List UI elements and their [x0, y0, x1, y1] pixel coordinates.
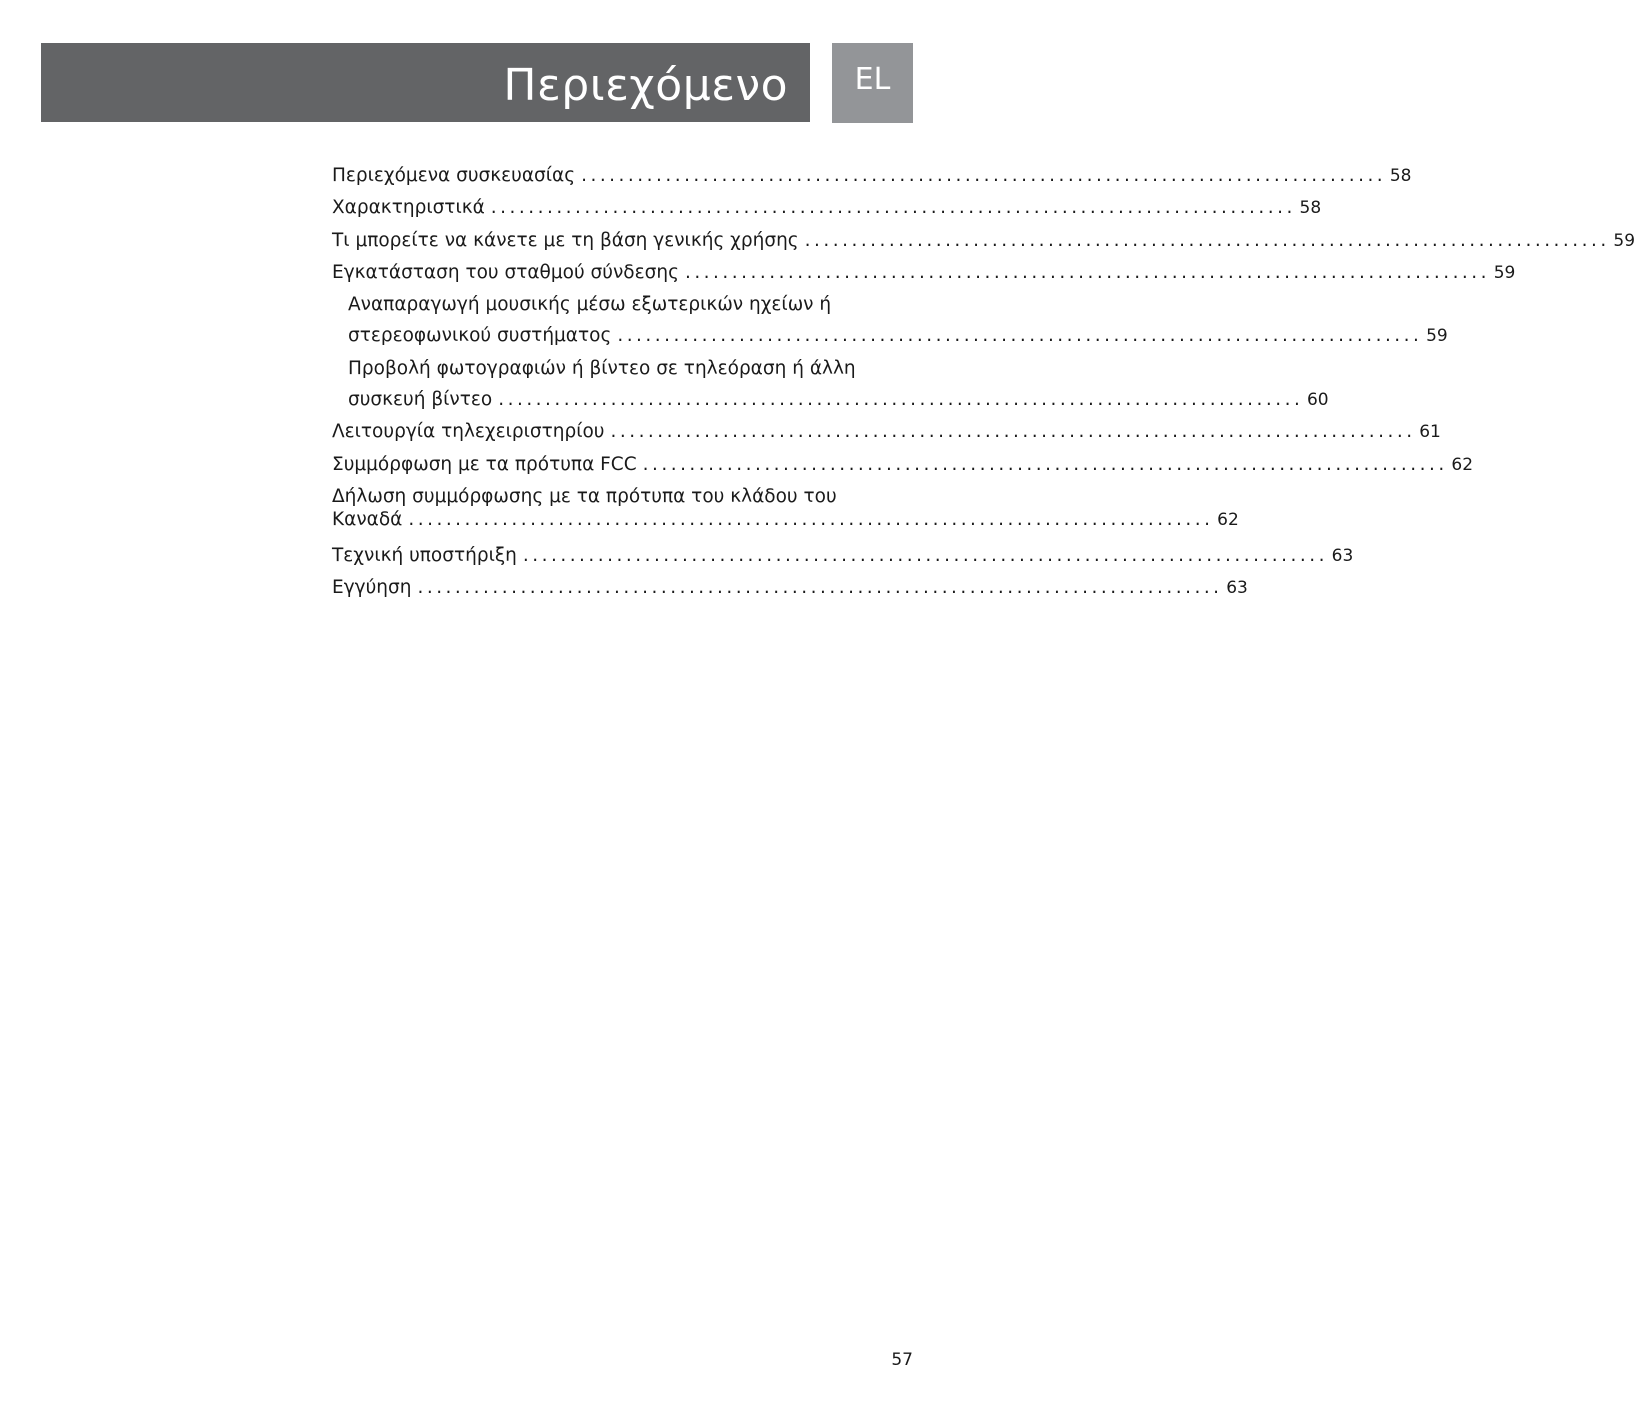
toc-entry[interactable]: [332, 572, 1248, 604]
toc-dot-leader: [517, 540, 1323, 571]
toc-dot-leader: [799, 225, 1605, 256]
toc-entry-page: 58: [1299, 198, 1322, 219]
toc-entry-label: στερεοφωνικού συστήματος: [348, 325, 612, 347]
toc-dot-leader: [492, 384, 1298, 415]
toc-entry-label: Καναδά: [332, 508, 403, 530]
toc-entry-page: 59: [1613, 230, 1635, 251]
toc-entry[interactable]: [332, 485, 1239, 532]
toc-entry-lead: Δήλωση συμμόρφωσης με τα πρότυπα του κλάδου του: [332, 485, 837, 507]
toc-entry[interactable]: [332, 416, 1441, 448]
toc-entry-lead: Προβολή φωτογραφιών ή βίντεο σε τηλεόραση ή άλλη: [348, 357, 856, 379]
toc-entry-page: 61: [1419, 422, 1441, 443]
toc-dot-leader: [604, 416, 1410, 447]
toc-entry[interactable]: [332, 257, 1516, 289]
page-number: 57: [891, 1350, 913, 1370]
toc-dot-leader: [575, 160, 1381, 191]
table-of-contents: [332, 160, 1635, 605]
toc-entry-lead: Αναπαραγωγή μουσικής μέσω εξωτερικών ηχείων ή: [348, 294, 832, 316]
toc-subentry[interactable]: [332, 353, 1329, 417]
toc-subentry[interactable]: [332, 289, 1448, 353]
title-bar: [41, 43, 810, 122]
toc-entry-page: 63: [1331, 545, 1354, 566]
toc-dot-leader: [402, 508, 1208, 531]
page-title: Περιεχόμενο: [503, 59, 788, 111]
toc-entry-label: Τι μπορείτε να κάνετε με τη βάση γενικής χρήσης: [332, 229, 799, 251]
language-tab: [832, 43, 913, 123]
toc-entry[interactable]: [332, 192, 1322, 224]
toc-entry-page: 60: [1306, 390, 1329, 411]
toc-entry-label: Χαρακτηριστικά: [332, 197, 485, 219]
toc-entry-label: συσκευή βίντεο: [348, 389, 493, 411]
toc-entry-label: Συμμόρφωση με τα πρότυπα FCC: [332, 453, 637, 475]
language-code: EL: [854, 62, 891, 97]
toc-entry-page: 59: [1426, 326, 1448, 347]
toc-entry-page: 59: [1493, 262, 1516, 283]
toc-entry-label: Περιεχόμενα συσκευασίας: [332, 165, 576, 186]
toc-entry-label: Τεχνική υποστήριξη: [332, 544, 517, 566]
toc-entry-label: Εγγύηση: [332, 577, 412, 599]
toc-entry-label: Εγκατάσταση του σταθμού σύνδεσης: [332, 261, 679, 283]
toc-entry-page: 62: [1451, 454, 1474, 475]
toc-dot-leader: [611, 320, 1417, 351]
toc-entry[interactable]: [332, 225, 1635, 257]
toc-entry-page: 63: [1226, 578, 1248, 599]
toc-entry[interactable]: [332, 449, 1474, 481]
toc-dot-leader: [411, 572, 1217, 603]
toc-entry-label: Λειτουργία τηλεχειριστηρίου: [332, 421, 605, 443]
toc-entry-page: 62: [1217, 509, 1239, 530]
toc-entry[interactable]: [332, 540, 1354, 572]
toc-entry[interactable]: [332, 160, 1412, 192]
toc-dot-leader: [637, 449, 1443, 480]
toc-dot-leader: [485, 192, 1291, 223]
toc-entry-page: 58: [1389, 166, 1412, 186]
toc-dot-leader: [679, 257, 1485, 288]
